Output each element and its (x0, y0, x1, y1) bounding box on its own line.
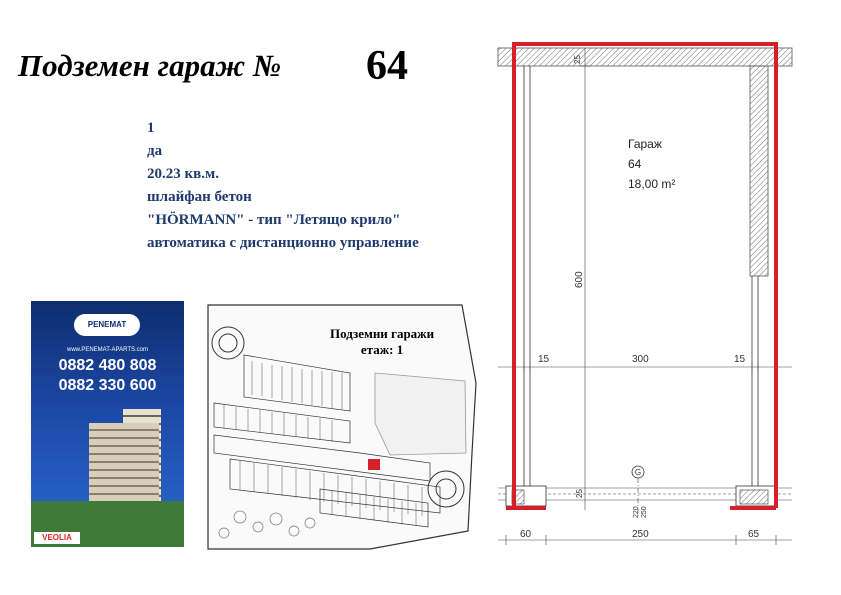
dim-top-wall: 25 (573, 55, 582, 64)
dim-left-wall: 15 (538, 354, 550, 365)
page-title (18, 43, 408, 89)
room-area: 18,00 m² (628, 177, 676, 191)
brand-logo: PENEMAT (74, 314, 140, 336)
dim-door-left: 60 (520, 529, 532, 540)
ad-website: www.PENEMAT-APARTS.com (66, 347, 148, 353)
dim-step-2: 250 (641, 506, 648, 518)
dim-door-right: 65 (748, 529, 760, 540)
site-plan-title (330, 326, 434, 358)
spec-value: шлайфан бетон (147, 189, 252, 205)
spec-value: "HÖRMANN" - тип "Летящо крило" (147, 212, 401, 228)
site-plan-title-line2: етаж: 1 (360, 342, 404, 357)
top-wall (498, 48, 792, 66)
ad-phone-1: 0882 480 808 (58, 357, 157, 374)
axis-label: G (634, 468, 642, 477)
garage-floor-plan (490, 30, 800, 550)
right-wall (750, 66, 768, 276)
ad-phone-2: 0882 330 600 (58, 377, 157, 394)
dim-step-1: 220 (633, 506, 640, 518)
spec-value: да (147, 143, 163, 159)
spec-value: 20.23 кв.м. (147, 166, 219, 182)
sponsor-logo: VEOLIA (34, 532, 80, 544)
dim-inner-width: 300 (632, 354, 649, 365)
dim-right-wall: 15 (734, 354, 746, 365)
dim-depth: 600 (574, 271, 585, 288)
dim-door-height: 25 (575, 489, 584, 498)
garage-number: 64 (366, 43, 408, 89)
room-name: Гараж (628, 137, 662, 151)
highlighted-garage (368, 459, 380, 470)
garage-outline (514, 44, 776, 508)
page-title-text: Подземен гараж № (18, 48, 282, 83)
room-number: 64 (628, 157, 642, 171)
spec-value: 1 (147, 120, 155, 136)
spec-value: автоматика с дистанционно управление (147, 235, 419, 251)
ad-banner (31, 301, 184, 547)
site-plan-title-line1: Подземни гаражи (330, 326, 435, 341)
dim-door-width: 250 (632, 529, 649, 540)
